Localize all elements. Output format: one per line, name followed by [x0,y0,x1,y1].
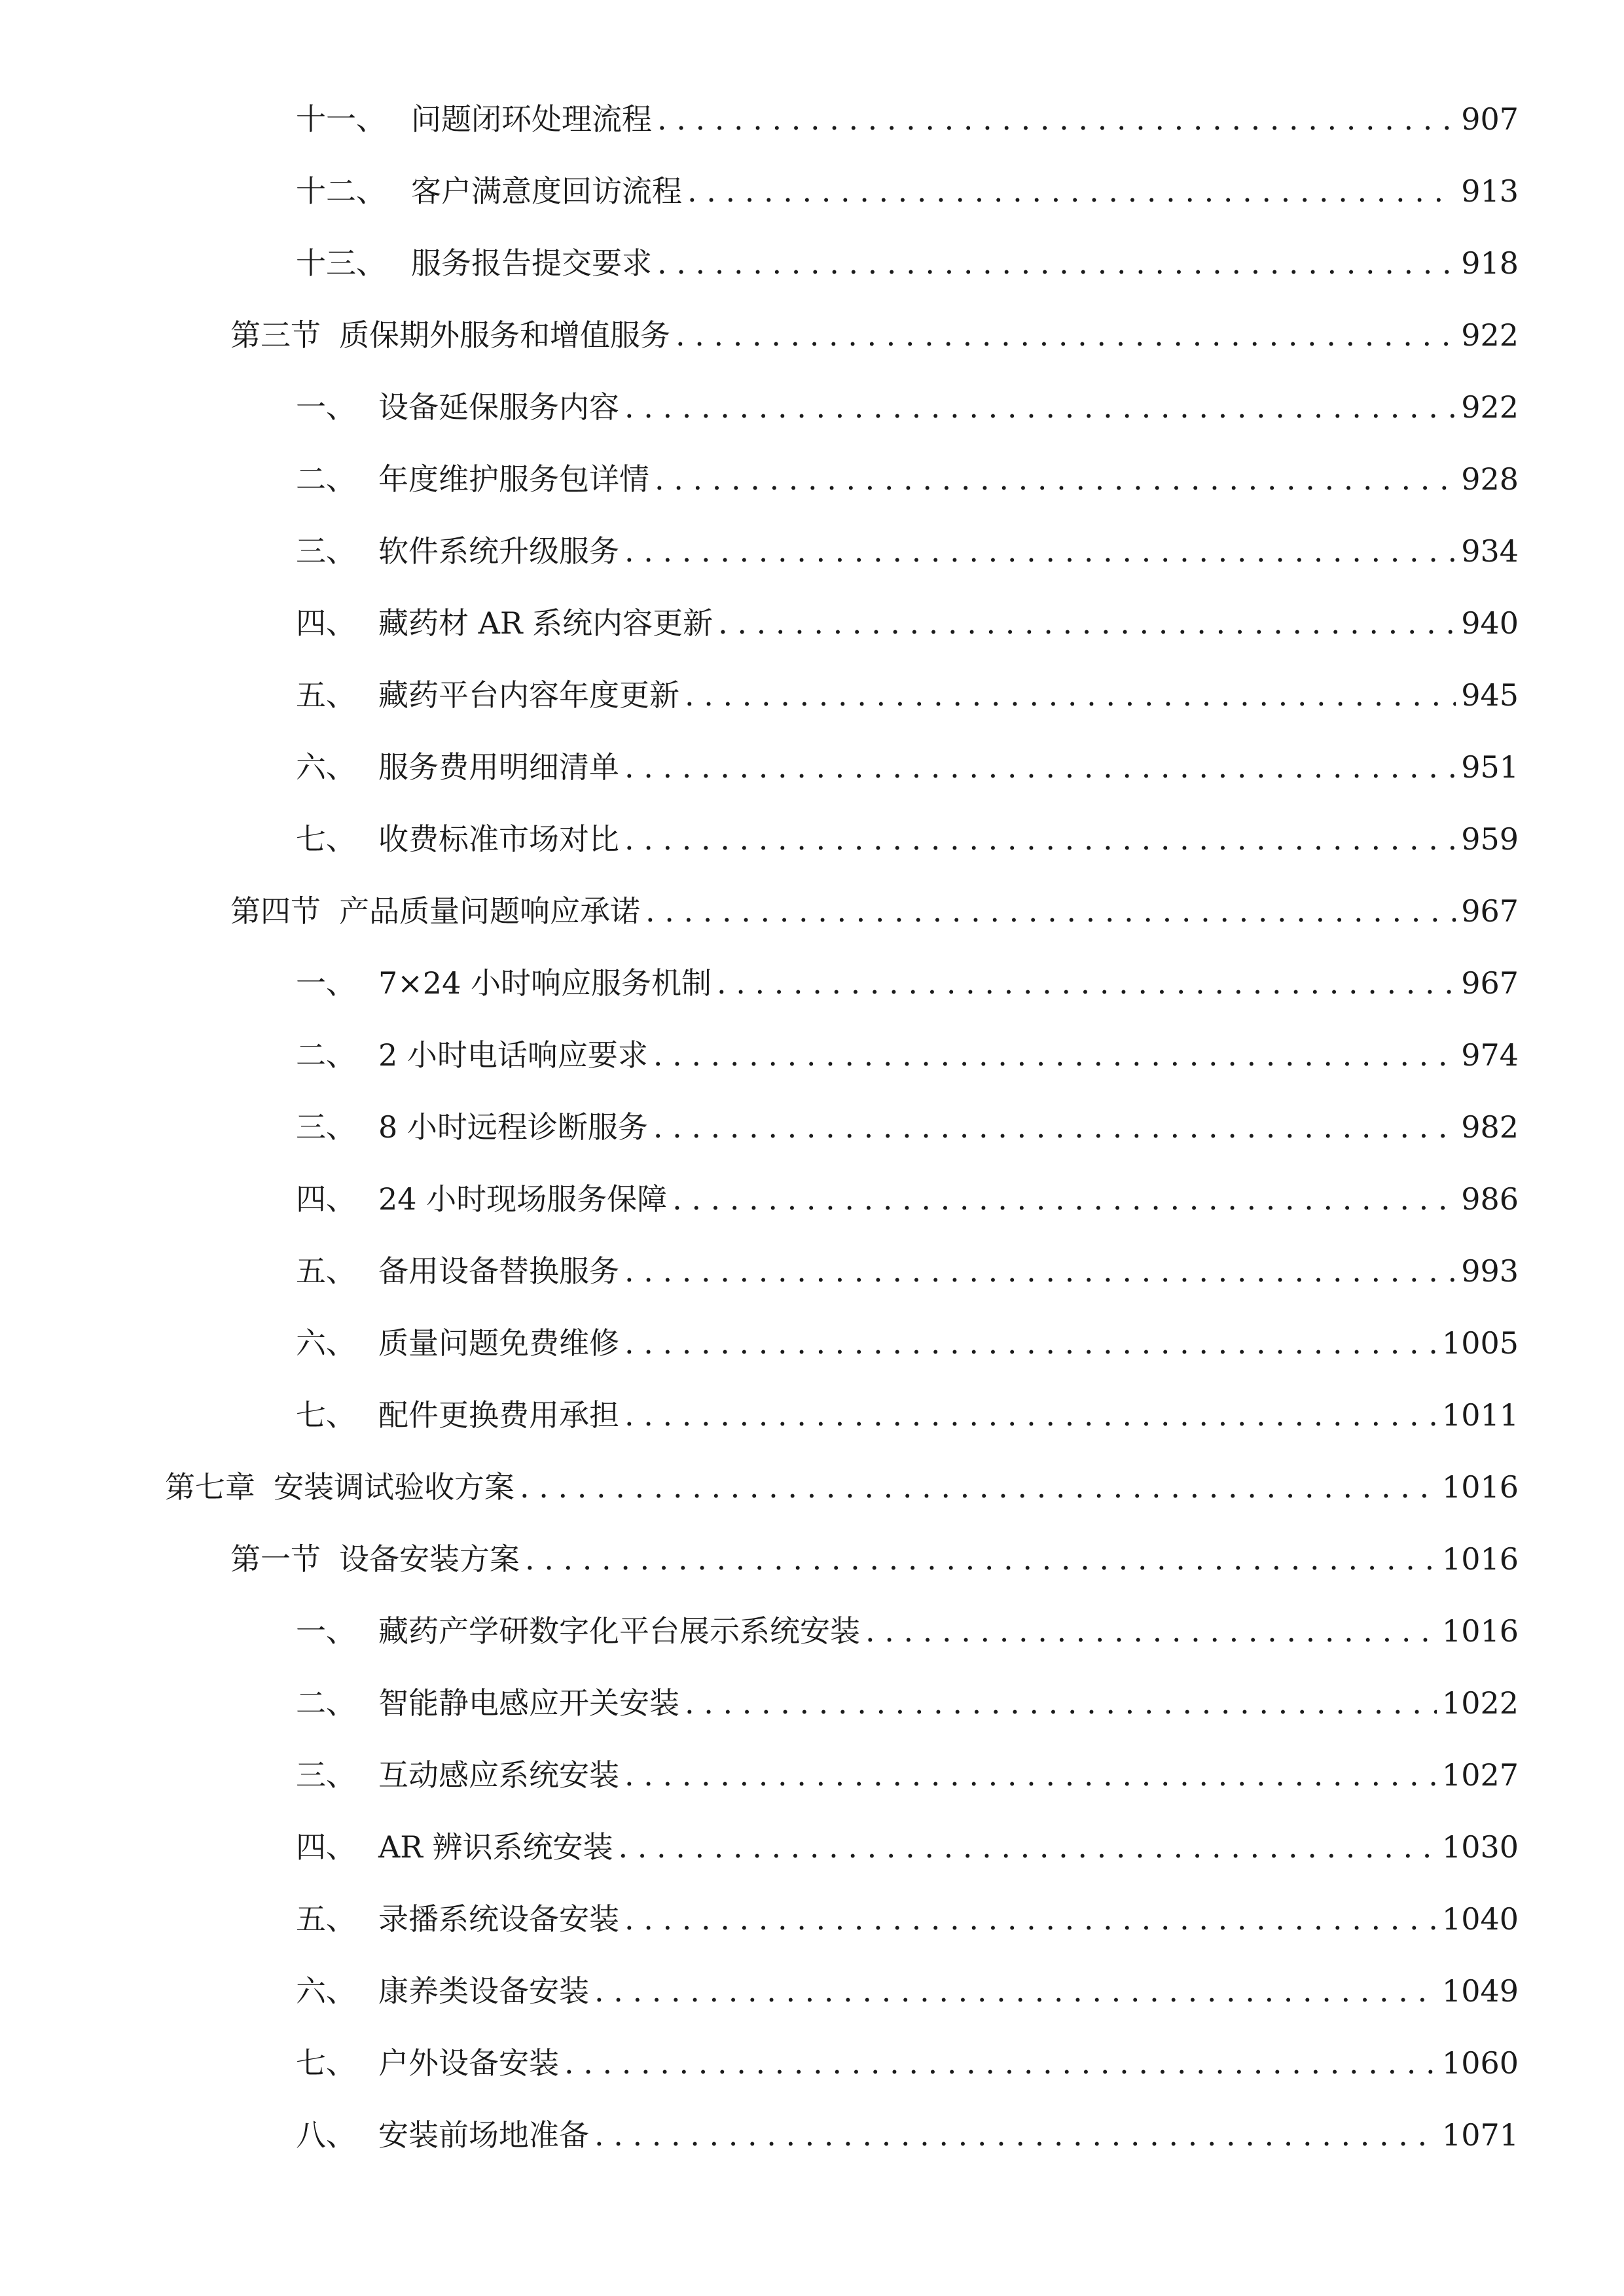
toc-entry-title: 问题闭环处理流程 [411,101,652,137]
toc-entry-title: 藏药材 AR 系统内容更新 [378,605,713,641]
toc-entry-number: 十三、 [296,245,386,281]
toc-entry-page: 1022 [1441,1685,1519,1721]
toc-entry [296,1752,1519,1798]
toc-entry-number: 七、 [296,821,356,857]
toc-entry-title: AR 辨识系统安装 [378,1829,613,1865]
toc-entry-page: 945 [1461,677,1519,713]
toc-entry-section [230,312,1519,358]
toc-entry-title: 服务报告提交要求 [411,245,652,281]
dot-leader [685,1680,1437,1726]
toc-entry-page: 1016 [1441,1613,1519,1649]
toc-entry-page: 940 [1461,605,1519,641]
toc-entry [296,816,1519,862]
toc-entry-page: 951 [1461,749,1519,785]
toc-entry-title: 藏药平台内容年度更新 [378,677,679,713]
toc-entry-number: 一、 [296,1613,356,1649]
dot-leader [624,1248,1456,1294]
toc-entry-title: 24 小时现场服务保障 [378,1181,668,1217]
toc-entry-number: 八、 [296,2117,356,2153]
toc-entry-page: 967 [1461,893,1519,929]
toc-entry-page: 934 [1461,533,1519,569]
dot-leader [718,600,1456,646]
toc-entry-number: 第一节 [230,1541,321,1577]
toc-entry-title: 互动感应系统安装 [378,1757,619,1793]
toc-entry [296,960,1519,1006]
toc-entry-title: 7×24 小时响应服务机制 [378,965,712,1001]
toc-entry-number: 六、 [296,1325,356,1361]
toc-entry-title: 软件系统升级服务 [378,533,619,569]
toc-entry-title: 康养类设备安装 [378,1973,589,2009]
toc-entry-title: 配件更换费用承担 [378,1397,619,1433]
toc-entry [296,672,1519,718]
dot-leader [717,960,1456,1006]
toc-entry-title: 收费标准市场对比 [378,821,619,857]
dot-leader [520,1464,1437,1510]
dot-leader [657,240,1456,286]
toc-entry [296,240,1519,286]
toc-entry-number: 十一、 [296,101,386,137]
toc-entry-number: 三、 [296,533,356,569]
toc-entry-number: 七、 [296,1397,356,1433]
toc-entry-number: 四、 [296,605,356,641]
toc-entry-section [230,888,1519,934]
toc-entry-page: 974 [1461,1037,1519,1073]
toc-entry-number: 六、 [296,749,356,785]
toc-entry-page: 918 [1461,245,1519,281]
toc-entry-number: 二、 [296,1037,356,1073]
dot-leader [618,1824,1436,1870]
toc-entry-number: 二、 [296,461,356,497]
toc-entry-title: 8 小时远程诊断服务 [378,1109,648,1145]
dot-leader [657,96,1456,142]
dot-leader [624,1896,1437,1942]
toc-entry-title: 设备延保服务内容 [378,389,619,425]
toc-entry-number: 五、 [296,1253,356,1289]
toc-entry [296,168,1519,214]
toc-entry-number: 四、 [296,1181,356,1217]
toc-entry-number: 三、 [296,1109,356,1145]
toc-entry-number: 第七章 [165,1469,255,1505]
toc-entry-number: 五、 [296,677,356,713]
toc-entry-title: 备用设备替换服务 [378,1253,619,1289]
toc-entry [296,1176,1519,1222]
toc-entry-title: 录播系统设备安装 [378,1901,619,1937]
toc-entry-page: 986 [1461,1181,1519,1217]
toc-entry-number: 四、 [296,1829,356,1865]
toc-entry [296,1320,1519,1366]
toc-entry-page: 1071 [1441,2117,1519,2153]
toc-entry [296,1104,1519,1150]
toc-entry [296,1608,1519,1654]
toc-entry [296,1968,1519,2014]
toc-entry-section [230,1536,1519,1582]
toc-entry-title: 设备安装方案 [339,1541,520,1577]
toc-entry-title: 安装调试验收方案 [274,1469,514,1505]
toc-entry [296,2112,1519,2158]
toc-entry-title: 服务费用明细清单 [378,749,619,785]
dot-leader [865,1608,1437,1654]
toc-entry-page: 1016 [1441,1541,1519,1577]
toc-entry-title: 藏药产学研数字化平台展示系统安装 [378,1613,860,1649]
toc-entry-title: 户外设备安装 [378,2045,559,2081]
dot-leader [672,1176,1456,1222]
toc-entry-page: 1049 [1441,1973,1519,2009]
toc-entry [296,1032,1519,1078]
dot-leader [624,1752,1437,1798]
dot-leader [653,1104,1456,1150]
toc-entry-page: 913 [1461,173,1519,209]
toc-entry-chapter [165,1464,1519,1510]
toc-entry-title: 智能静电感应开关安装 [378,1685,679,1721]
toc-entry-page: 922 [1461,389,1519,425]
dot-leader [624,384,1456,430]
dot-leader [653,1032,1456,1078]
dot-leader [685,672,1456,718]
toc-entry-number: 一、 [296,965,356,1001]
toc-entry-page: 907 [1461,101,1519,137]
toc-entry-title: 安装前场地准备 [378,2117,589,2153]
toc-entry-number: 六、 [296,1973,356,2009]
dot-leader [645,888,1456,934]
dot-leader [624,528,1456,574]
toc-entry-number: 七、 [296,2045,356,2081]
dot-leader [624,1392,1437,1438]
toc-entry-page: 982 [1461,1109,1519,1145]
toc-entry-page: 1005 [1441,1325,1519,1361]
toc-entry-number: 十二、 [296,173,386,209]
toc-entry-title: 年度维护服务包详情 [378,461,649,497]
dot-leader [594,2112,1437,2158]
dot-leader [655,456,1456,502]
toc-entry-page: 1060 [1441,2045,1519,2081]
toc-entry-page: 1030 [1441,1829,1519,1865]
toc-entry [296,1392,1519,1438]
dot-leader [676,312,1456,358]
toc-entry-title: 2 小时电话响应要求 [378,1037,648,1073]
toc-entry-page: 922 [1461,317,1519,353]
toc-entry-number: 五、 [296,1901,356,1937]
toc-entry-page: 1011 [1441,1397,1519,1433]
toc-entry [296,1680,1519,1726]
toc-entry [296,1248,1519,1294]
toc-entry-number: 二、 [296,1685,356,1721]
toc-entry-page: 993 [1461,1253,1519,1289]
toc-entry [296,456,1519,502]
dot-leader [564,2040,1437,2086]
toc-entry-number: 三、 [296,1757,356,1793]
toc-entry [296,2040,1519,2086]
toc-entry-page: 1040 [1441,1901,1519,1937]
toc-entry [296,384,1519,430]
toc-entry-page: 1027 [1441,1757,1519,1793]
toc-entry-page: 959 [1461,821,1519,857]
toc-entry-title: 产品质量问题响应承诺 [339,893,640,929]
toc-entry-title: 质保期外服务和增值服务 [339,317,670,353]
dot-leader [624,1320,1437,1366]
toc-entry-number: 第三节 [230,317,321,353]
dot-leader [624,816,1456,862]
dot-leader [594,1968,1437,2014]
toc-entry [296,96,1519,142]
toc-entry-page: 928 [1461,461,1519,497]
toc-entry [296,744,1519,790]
toc-entry [296,600,1519,646]
toc-entry-title: 客户满意度回访流程 [411,173,682,209]
toc-entry-number: 第四节 [230,893,321,929]
toc-entry [296,528,1519,574]
toc-entry-title: 质量问题免费维修 [378,1325,619,1361]
dot-leader [687,168,1456,214]
dot-leader [624,744,1456,790]
toc-entry-page: 1016 [1441,1469,1519,1505]
dot-leader [525,1536,1437,1582]
toc-entry-number: 一、 [296,389,356,425]
toc-entry [296,1896,1519,1942]
toc-entry-page: 967 [1461,965,1519,1001]
toc-entry [296,1824,1519,1870]
